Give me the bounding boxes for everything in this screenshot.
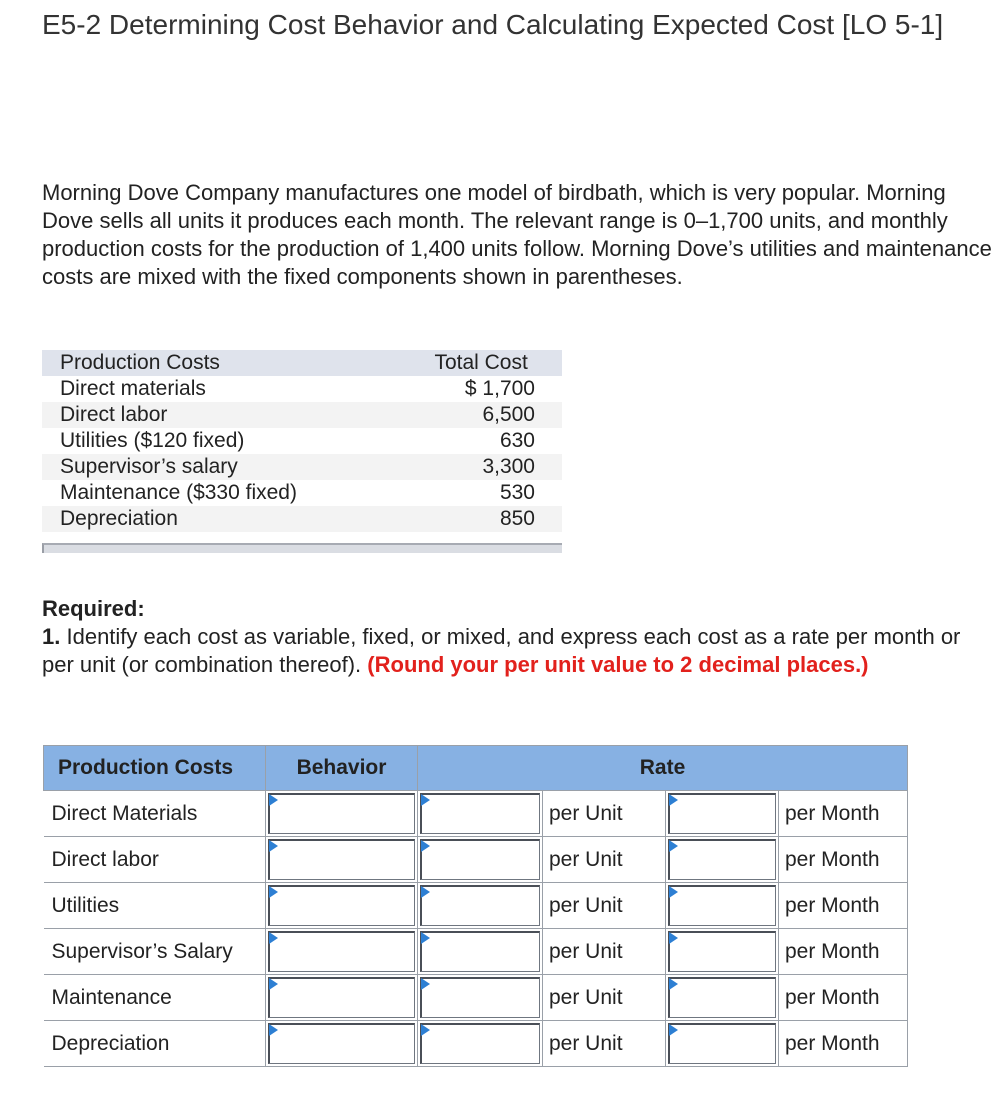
behavior-input[interactable] — [268, 885, 415, 926]
per-month-input-cell[interactable] — [666, 929, 779, 975]
per-unit-label: per Unit — [543, 929, 666, 975]
per-unit-input-cell[interactable] — [418, 929, 543, 975]
per-month-input-cell[interactable] — [666, 837, 779, 883]
per-month-label: per Month — [779, 929, 908, 975]
problem-intro: Morning Dove Company manufactures one model of birdbath, which is very popular. Morning Dove sells all units it produces each month. The relevant range is 0–1,700 units, and monthly production costs for the production of 1,400 units follow. Morning Dove’s utilities and maintenance costs are mixed with the fixed components shown in parentheses. — [42, 180, 992, 289]
production-cost-table — [42, 350, 562, 532]
answer-table — [43, 745, 908, 1067]
behavior-input[interactable] — [268, 793, 415, 834]
per-unit-input-cell[interactable] — [418, 791, 543, 837]
per-month-label: per Month — [779, 1021, 908, 1067]
cost-amount: $ 1,700 — [400, 376, 562, 402]
cost-row — [42, 428, 562, 454]
cost-table-header — [42, 350, 562, 376]
cost-amount: 3,300 — [400, 454, 562, 480]
behavior-input-cell[interactable] — [266, 975, 418, 1021]
answer-row-label: Direct labor — [44, 837, 266, 883]
per-month-input[interactable] — [668, 839, 776, 880]
cost-row — [42, 402, 562, 428]
answer-row — [44, 883, 908, 929]
cost-row — [42, 506, 562, 532]
answer-row-label: Utilities — [44, 883, 266, 929]
per-month-input[interactable] — [668, 793, 776, 834]
per-unit-label: per Unit — [543, 975, 666, 1021]
per-month-label: per Month — [779, 791, 908, 837]
answer-row — [44, 837, 908, 883]
per-month-label: per Month — [779, 975, 908, 1021]
answer-row-label: Supervisor’s Salary — [44, 929, 266, 975]
per-month-label: per Month — [779, 883, 908, 929]
cost-amount: 6,500 — [400, 402, 562, 428]
answer-row — [44, 1021, 908, 1067]
cost-amount: 850 — [400, 506, 562, 532]
answer-row — [44, 791, 908, 837]
per-month-input[interactable] — [668, 931, 776, 972]
per-month-label: per Month — [779, 837, 908, 883]
per-unit-input-cell[interactable] — [418, 883, 543, 929]
cost-item: Supervisor’s salary — [42, 454, 400, 480]
behavior-input[interactable] — [268, 931, 415, 972]
required-text: Identify each cost as variable, fixed, or mixed, and express each cost as a rate per month or per unit (or combination thereof). — [42, 624, 961, 677]
per-unit-input[interactable] — [420, 885, 540, 926]
per-unit-input[interactable] — [420, 931, 540, 972]
per-month-input-cell[interactable] — [666, 883, 779, 929]
required-heading: Required: — [42, 596, 145, 621]
per-unit-label: per Unit — [543, 837, 666, 883]
cost-amount: 630 — [400, 428, 562, 454]
answer-row — [44, 975, 908, 1021]
page-title: E5-2 Determining Cost Behavior and Calculating Expected Cost [LO 5-1] — [42, 9, 944, 40]
cost-row — [42, 480, 562, 506]
cost-item: Utilities ($120 fixed) — [42, 428, 400, 454]
answer-table-header — [44, 746, 908, 791]
behavior-input-cell[interactable] — [266, 1021, 418, 1067]
per-month-input[interactable] — [668, 1023, 776, 1064]
col-rate: Rate — [418, 746, 908, 791]
per-month-input-cell[interactable] — [666, 1021, 779, 1067]
cost-item: Direct materials — [42, 376, 400, 402]
behavior-input-cell[interactable] — [266, 929, 418, 975]
header-production-costs: Production Costs — [42, 350, 400, 376]
per-unit-label: per Unit — [543, 883, 666, 929]
per-month-input-cell[interactable] — [666, 975, 779, 1021]
cost-row — [42, 454, 562, 480]
per-unit-input-cell[interactable] — [418, 1021, 543, 1067]
rounding-note: (Round your per unit value to 2 decimal places.) — [367, 652, 869, 677]
behavior-input[interactable] — [268, 839, 415, 880]
required-instructions — [42, 595, 997, 679]
per-month-input-cell[interactable] — [666, 791, 779, 837]
behavior-input[interactable] — [268, 977, 415, 1018]
cost-item: Maintenance ($330 fixed) — [42, 480, 400, 506]
per-unit-input-cell[interactable] — [418, 975, 543, 1021]
col-behavior: Behavior — [266, 746, 418, 791]
table-scrollbar[interactable] — [42, 543, 562, 553]
per-unit-input-cell[interactable] — [418, 837, 543, 883]
required-number: 1. — [42, 624, 61, 649]
behavior-input-cell[interactable] — [266, 883, 418, 929]
per-unit-input[interactable] — [420, 1023, 540, 1064]
behavior-input-cell[interactable] — [266, 837, 418, 883]
per-unit-label: per Unit — [543, 791, 666, 837]
behavior-input[interactable] — [268, 1023, 415, 1064]
answer-row-label: Direct Materials — [44, 791, 266, 837]
col-production-costs: Production Costs — [44, 746, 266, 791]
answer-row-label: Maintenance — [44, 975, 266, 1021]
cost-amount: 530 — [400, 480, 562, 506]
cost-item: Depreciation — [42, 506, 400, 532]
cost-row — [42, 376, 562, 402]
answer-row-label: Depreciation — [44, 1021, 266, 1067]
behavior-input-cell[interactable] — [266, 791, 418, 837]
per-unit-input[interactable] — [420, 839, 540, 880]
cost-item: Direct labor — [42, 402, 400, 428]
answer-row — [44, 929, 908, 975]
per-unit-label: per Unit — [543, 1021, 666, 1067]
per-month-input[interactable] — [668, 977, 776, 1018]
header-total-cost: Total Cost — [400, 350, 562, 376]
per-month-input[interactable] — [668, 885, 776, 926]
per-unit-input[interactable] — [420, 977, 540, 1018]
per-unit-input[interactable] — [420, 793, 540, 834]
